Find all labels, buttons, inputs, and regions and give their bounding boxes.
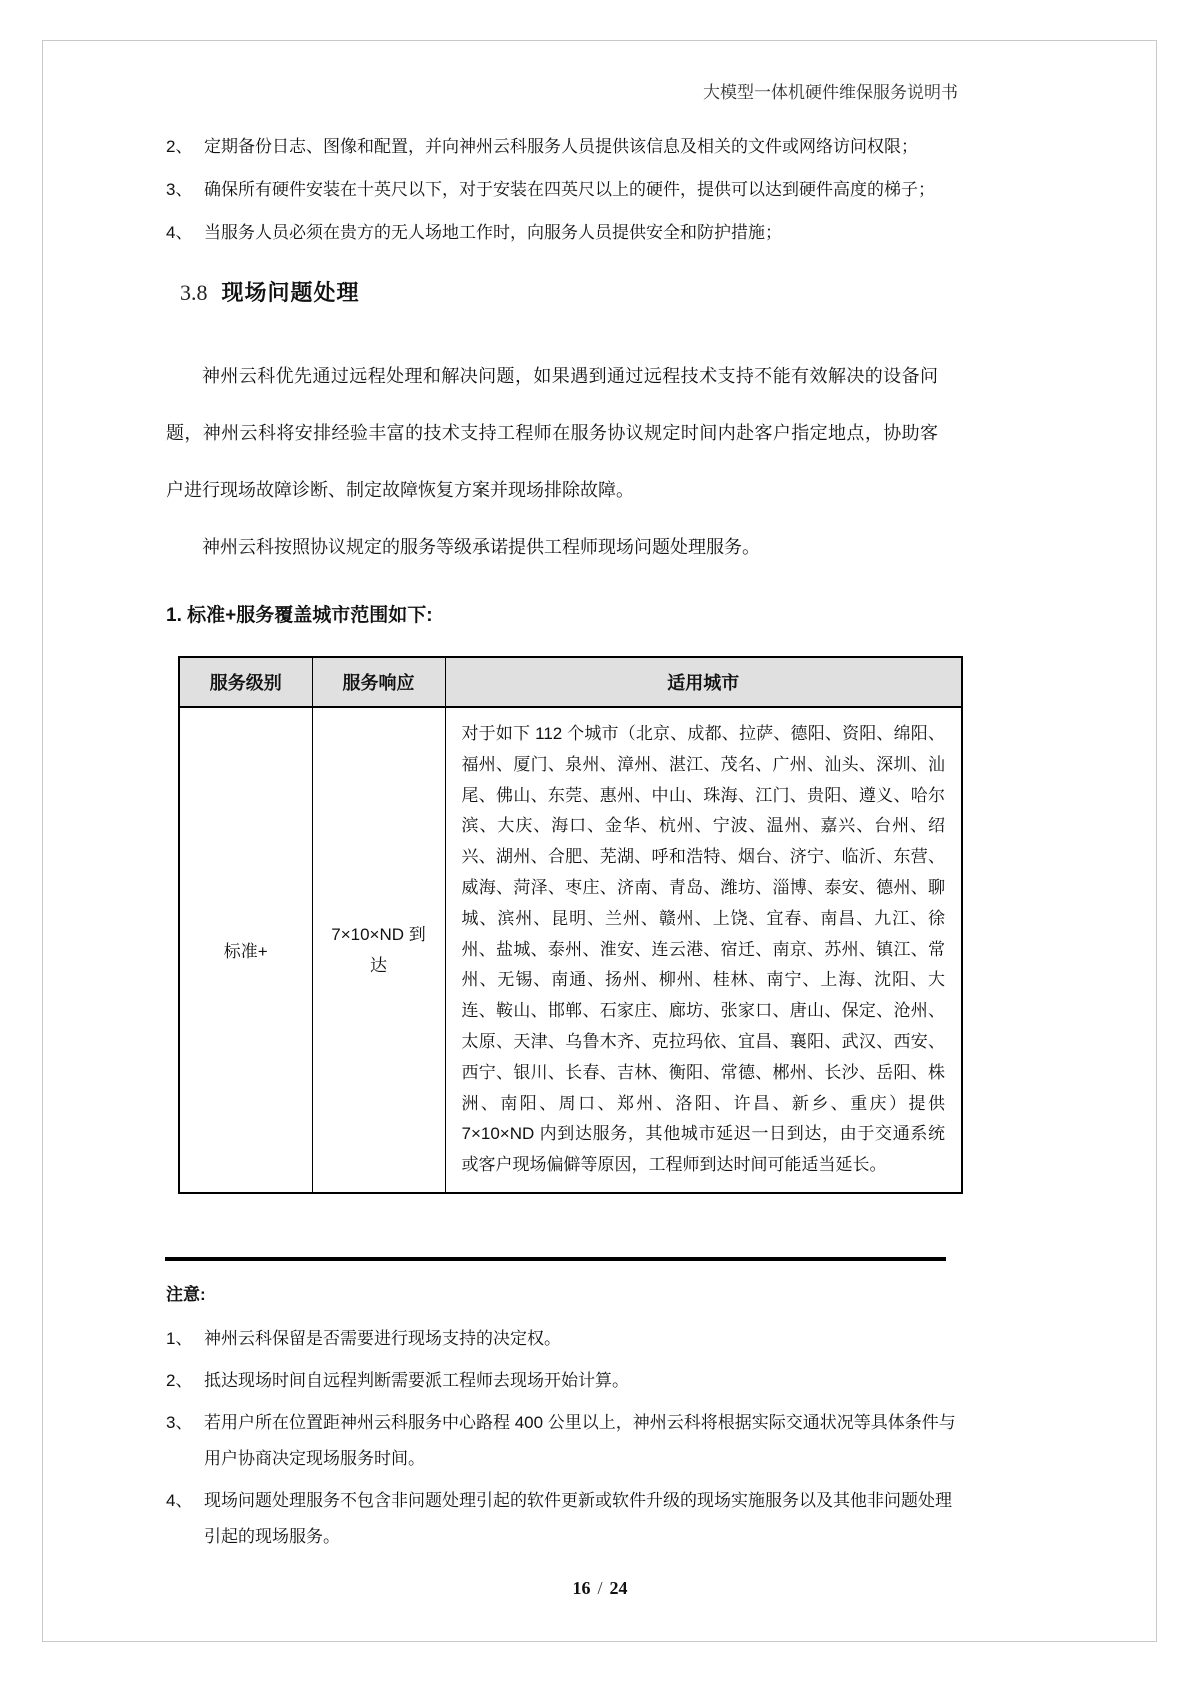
list-item-number: 4、 — [166, 223, 193, 242]
list-item — [166, 218, 944, 248]
horizontal-rule — [165, 1257, 946, 1261]
notes-label: 注意: — [166, 1285, 206, 1304]
service-coverage-table — [178, 656, 963, 1194]
service-response-text: 7×10×ND 到达 — [331, 924, 426, 975]
page-number-total: 24 — [609, 1578, 628, 1598]
cell-service-response — [312, 707, 445, 1193]
note-item — [166, 1483, 960, 1555]
page-number-separator: / — [597, 1578, 603, 1598]
section-title: 现场问题处理 — [221, 280, 360, 305]
table-header-row — [179, 657, 962, 707]
list-item — [166, 132, 944, 162]
note-item-text: 神州云科保留是否需要进行现场支持的决定权。 — [204, 1329, 561, 1348]
paragraph: 神州云科按照协议规定的服务等级承诺提供工程师现场问题处理服务。 — [202, 537, 760, 557]
section-body — [166, 348, 938, 576]
page-footer — [0, 1578, 1200, 1599]
table-subheading: 1. 标准+服务覆盖城市范围如下: — [166, 605, 433, 626]
column-header-applicable-cities: 适用城市 — [445, 657, 962, 707]
list-item-text: 定期备份日志、图像和配置，并向神州云科服务人员提供该信息及相关的文件或网络访问权限； — [204, 137, 918, 156]
list-item-text: 确保所有硬件安装在十英尺以下，对于安装在四英尺以上的硬件，提供可以达到硬件高度的梯子； — [204, 180, 935, 199]
list-item-text: 当服务人员必须在贵方的无人场地工作时，向服务人员提供安全和防护措施； — [204, 223, 782, 242]
note-item — [166, 1363, 960, 1399]
section-heading — [180, 276, 360, 307]
note-item — [166, 1405, 960, 1477]
cell-applicable-cities: 对于如下 112 个城市（北京、成都、拉萨、德阳、资阳、绵阳、福州、厦门、泉州、漳州、湛江、茂名、广州、汕头、深圳、汕尾、佛山、东莞、惠州、中山、珠海、江门、贵阳、遵义、哈尔滨、大庆、海口、金华、杭州、宁波、温州、嘉兴、台州、绍兴、湖州、合肥、芜湖、呼和浩特、烟台、济宁、临沂、东营、威海、菏泽、枣庄、济南、青岛、潍坊、淄博、泰安、德州、聊城、滨州、昆明、兰州、赣州、上饶、宜春、南昌、九江、徐州、盐城、泰州、淮安、连云港、宿迁、南京、苏州、镇江、常州、无锡、南通、扬州、柳州、桂林、南宁、上海、沈阳、大连、鞍山、邯郸、石家庄、廊坊、张家口、唐山、保定、沧州、太原、天津、乌鲁木齐、克拉玛依、宜昌、襄阳、武汉、西安、西宁、银川、长春、吉林、衡阳、常德、郴州、长沙、岳阳、株洲、南阳、周口、郑州、洛阳、许昌、新乡、重庆）提供 7×10×ND 内到达服务，其他城市延迟一日到达，由于交通系统或客户现场偏僻等原因，工程师到达时间可能适当延长。 — [445, 707, 962, 1193]
intro-list — [166, 132, 944, 261]
list-item-number: 2、 — [166, 137, 193, 156]
section-number: 3.8 — [180, 280, 208, 305]
column-header-service-level: 服务级别 — [179, 657, 312, 707]
note-item-text: 抵达现场时间自远程判断需要派工程师去现场开始计算。 — [204, 1371, 629, 1390]
note-item — [166, 1321, 960, 1357]
note-item-text: 现场问题处理服务不包含非问题处理引起的软件更新或软件升级的现场实施服务以及其他非问题处理引起的现场服务。 — [204, 1491, 952, 1546]
note-item-text: 若用户所在位置距神州云科服务中心路程 400 公里以上，神州云科将根据实际交通状况等具体条件与用户协商决定现场服务时间。 — [204, 1413, 956, 1468]
document-header-title: 大模型一体机硬件维保服务说明书 — [703, 83, 958, 102]
page-number-current: 16 — [572, 1578, 591, 1598]
note-item-number: 1、 — [166, 1329, 193, 1348]
cell-service-level: 标准+ — [179, 707, 312, 1193]
notes-section — [166, 1283, 960, 1561]
list-item-number: 3、 — [166, 180, 193, 199]
paragraph: 神州云科优先通过远程处理和解决问题，如果遇到通过远程技术支持不能有效解决的设备问题，神州云科将安排经验丰富的技术支持工程师在服务协议规定时间内赴客户指定地点，协助客户进行现场故障诊断、制定故障恢复方案并现场排除故障。 — [166, 366, 938, 500]
note-item-number: 2、 — [166, 1371, 193, 1390]
note-item-number: 3、 — [166, 1413, 193, 1432]
table-row — [179, 707, 962, 1193]
list-item — [166, 175, 944, 205]
column-header-service-response: 服务响应 — [312, 657, 445, 707]
note-item-number: 4、 — [166, 1491, 193, 1510]
